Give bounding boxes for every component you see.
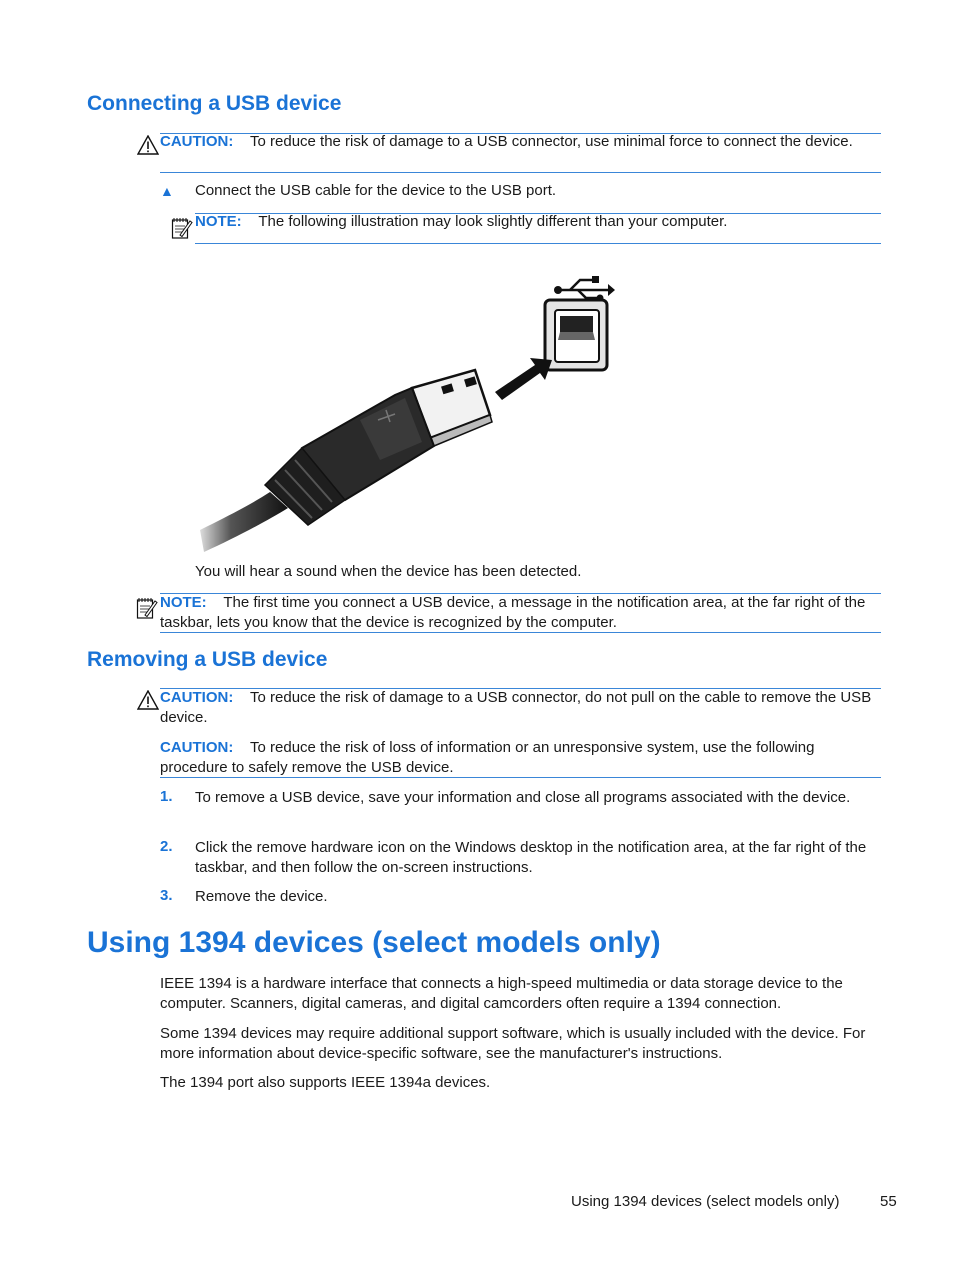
note2-label: NOTE: <box>160 594 207 611</box>
caution-remove-2 <box>160 738 876 777</box>
usb-plug-icon <box>265 370 492 525</box>
caution1-label: CAUTION: <box>160 689 234 706</box>
note1-bottom-rule <box>195 243 881 244</box>
paragraph-1394-intro: IEEE 1394 is a hardware interface that connects a high-speed multimedia or data storage device to the computer. Scanners, digital cameras, and digital camcorders often require a 1394 connection. <box>160 975 843 1012</box>
list-item: To remove a USB device, save your information and close all programs associated with the device. <box>195 789 851 806</box>
note2-bottom-rule <box>160 632 881 633</box>
step-number: 2. <box>160 838 173 855</box>
caution-connect <box>160 132 875 152</box>
section-heading-removing: Removing a USB device <box>87 648 328 671</box>
note-pad-icon-2 <box>136 596 158 620</box>
list-item: Click the remove hardware icon on the Windows desktop in the notification area, at the far right of the taskbar, and then follow the on-screen instructions. <box>195 839 867 876</box>
note1 <box>195 213 881 230</box>
usb-port-icon <box>545 300 607 370</box>
caution-text: To reduce the risk of damage to a USB connector, use minimal force to connect the device. <box>250 133 853 150</box>
usb-connector-illustration <box>190 270 630 559</box>
caution2-label: CAUTION: <box>160 739 234 756</box>
footer-section-title: Using 1394 devices (select models only) <box>571 1193 840 1210</box>
paragraph-1394a: The 1394 port also supports IEEE 1394a devices. <box>160 1074 491 1091</box>
caution1-text: To reduce the risk of damage to a USB connector, do not pull on the cable to remove the USB device. <box>160 689 872 726</box>
note-pad-icon <box>171 216 193 240</box>
chapter-heading-1394: Using 1394 devices (select models only) <box>87 926 661 959</box>
step-marker-triangle: ▲ <box>160 183 174 199</box>
note1-label: NOTE: <box>195 213 242 230</box>
section-heading-connecting: Connecting a USB device <box>87 92 342 115</box>
step-number: 1. <box>160 788 173 805</box>
caution2-bottom-rule <box>160 777 881 778</box>
step-number: 3. <box>160 887 173 904</box>
caution-label: CAUTION: <box>160 133 234 150</box>
paragraph-1394-software: Some 1394 devices may require additional support software, which is usually included with the device. For more information about device-specific software, see the manufacturer's instructions. <box>160 1025 866 1062</box>
caution-triangle-icon-2 <box>137 690 159 710</box>
usb-cable <box>200 492 288 552</box>
note1-text: The following illustration may look slightly different than your computer. <box>258 213 728 230</box>
note2-text: The first time you connect a USB device, a message in the notification area, at the far right of the taskbar, lets you know that the device is recognized by the computer. <box>160 594 866 631</box>
caution-bottom-rule <box>160 172 881 173</box>
page-number: 55 <box>880 1193 897 1210</box>
note2 <box>160 593 876 632</box>
list-item: Remove the device. <box>195 888 328 905</box>
caution-triangle-icon <box>137 135 159 155</box>
caution2-text: To reduce the risk of loss of information or an unresponsive system, use the following procedure to safely remove the USB device. <box>160 739 815 776</box>
step-connect-text: Connect the USB cable for the device to the USB port. <box>195 182 557 199</box>
insert-arrow-icon <box>495 358 552 400</box>
caution-remove-1 <box>160 688 876 727</box>
device-detected-text: You will hear a sound when the device has been detected. <box>195 563 582 580</box>
